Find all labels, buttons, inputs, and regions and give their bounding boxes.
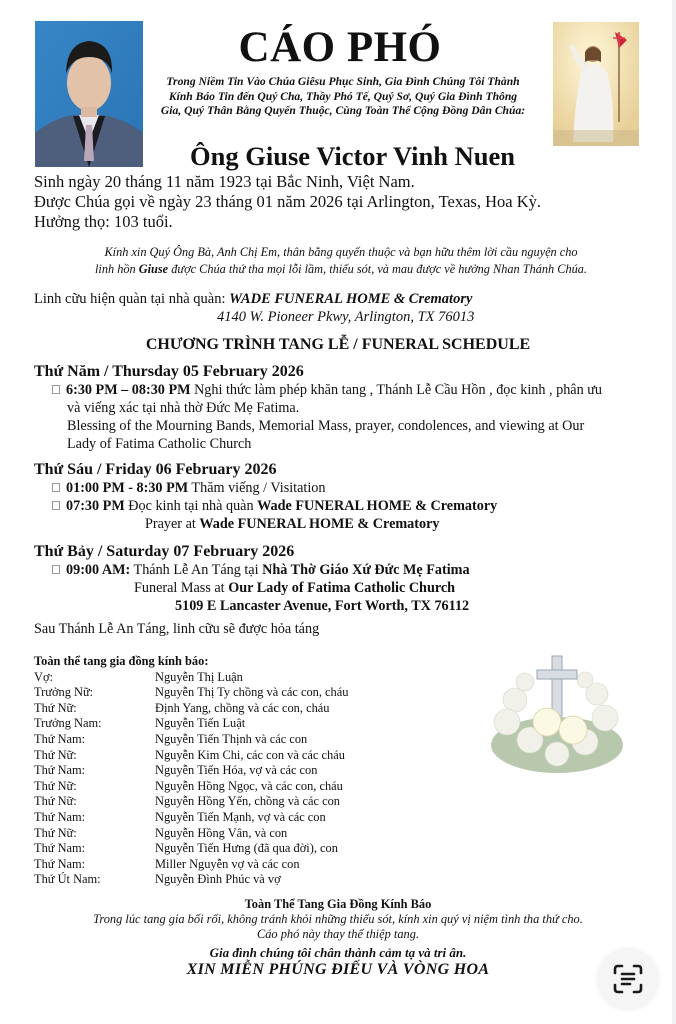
family-member-name: Nguyễn Tiến Luật — [155, 716, 246, 731]
page-title: CÁO PHÓ — [238, 24, 442, 71]
family-role: Thứ Nữ: — [34, 700, 77, 715]
thursday-vn-2: và viếng xác tại nhà thờ Đức Mẹ Fatima. — [67, 400, 300, 416]
family-member-name: Nguyễn Tiến Hưng (đã qua đời), con — [155, 841, 338, 856]
thursday-time: 6:30 PM – 08:30 PM — [66, 382, 191, 398]
family-member-name: Nguyễn Tiến Mạnh, vợ và các con — [155, 809, 326, 824]
bullet-box-icon — [52, 385, 60, 394]
family-role: Thứ Nữ: — [34, 778, 77, 793]
intro-text: Trong Niềm Tin Vào Chúa Giêsu Phục Sinh, Gia Đình Chúng Tôi Thành Kính Báo Tin đến Quý Cha, Thầy Phó Tế, Quý Sơ, Quý Gia Đình Thông Gia, Quý Thân Bằng Quyến Thuộc, Cùng Toàn Thể Cộng Đồng Dân Chúa: — [160, 75, 526, 117]
thursday-heading: Thứ Năm / Thursday 05 February 2026 — [34, 363, 304, 380]
saturday-place: Nhà Thờ Giáo Xứ Đức Mẹ Fatima — [262, 562, 470, 578]
schedule-title: CHƯƠNG TRÌNH TANG LỄ / FUNERAL SCHEDULE — [145, 336, 531, 353]
family-role: Vợ: — [34, 669, 53, 684]
risen-christ-image — [553, 22, 639, 146]
portrait-photo — [35, 21, 143, 167]
family-member-name: Nguyễn Hồng Ngọc, và các con, cháu — [155, 778, 343, 793]
text-scan-icon — [611, 962, 645, 996]
family-member-row — [34, 872, 348, 888]
text-scan-button[interactable] — [597, 948, 659, 1010]
family-list — [34, 654, 348, 888]
saturday-time: 09:00 AM: — [66, 562, 131, 578]
family-heading: Toàn thể tang gia đồng kính báo: — [34, 654, 209, 668]
family-role: Thứ Nữ: — [34, 747, 77, 762]
family-role: Trưởng Nam: — [34, 716, 102, 731]
closing-line-5: XIN MIỄN PHÚNG ĐIẾU VÀ VÒNG HOA — [186, 961, 490, 978]
closing-line-4: Gia đình chúng tôi chân thành cảm tạ và tri ân. — [209, 945, 467, 960]
bullet-box-icon — [52, 501, 60, 510]
friday-e2-en-pre: Prayer at — [145, 516, 200, 532]
birth-line: Sinh ngày 20 tháng 11 năm 1923 tại Bắc Ninh, Việt Nam. — [34, 172, 415, 191]
family-member-row — [34, 857, 348, 873]
family-member-row — [34, 794, 348, 810]
closing-line-3: Cáo phó này thay thế thiệp tang. — [256, 927, 420, 941]
family-role: Trưởng Nữ: — [34, 685, 94, 700]
thursday-vn-1: Nghi thức làm phép khăn tang , Thánh Lễ Cầu Hồn , đọc kinh , phân ưu — [190, 382, 603, 398]
family-role: Thứ Nam: — [34, 809, 86, 824]
prayer-line-2 — [26, 261, 656, 278]
friday-events — [52, 479, 497, 533]
prayer-name: Giuse — [138, 262, 169, 276]
saturday-event — [52, 561, 470, 615]
family-member-row — [34, 826, 348, 842]
white-flowers-cross — [485, 650, 630, 775]
bullet-box-icon — [52, 483, 60, 492]
thursday-event — [52, 381, 642, 453]
friday-e1-time: 01:00 PM - 8:30 PM — [66, 480, 189, 496]
age-line: Hưởng thọ: 103 tuổi. — [34, 212, 173, 231]
family-role: Thứ Nam: — [34, 731, 86, 746]
closing-line-2: Trong lúc tang gia bối rối, không tránh khỏi những thiếu sót, kính xin quý vị niệm tình tha thứ cho. — [93, 912, 583, 926]
closing-section — [0, 897, 676, 979]
friday-event-2 — [52, 497, 497, 515]
friday-e2-en-place: Wade FUNERAL HOME & Crematory — [199, 516, 440, 532]
saturday-heading: Thứ Bảy / Saturday 07 February 2026 — [34, 543, 295, 560]
saturday-event-line — [52, 561, 470, 579]
family-role: Thứ Út Nam: — [34, 872, 101, 887]
friday-event-1 — [52, 479, 497, 497]
family-member-name: Nguyễn Kim Chi, các con và các cháu — [155, 747, 345, 762]
repose-label: Linh cữu hiện quàn tại nhà quàn: — [34, 291, 230, 307]
family-role: Thứ Nam: — [34, 763, 86, 778]
family-role: Thứ Nữ: — [34, 825, 77, 840]
family-member-name: Nguyễn Đình Phúc và vợ — [155, 872, 281, 887]
family-member-name: Nguyễn Thị Luận — [155, 669, 243, 684]
friday-heading: Thứ Sáu / Friday 06 February 2026 — [34, 461, 277, 478]
family-member-name: Nguyễn Thị Ty chồng và các con, cháu — [155, 685, 349, 700]
friday-e2-time: 07:30 PM — [66, 498, 125, 514]
family-member-row — [34, 701, 348, 717]
family-member-name: Nguyễn Tiến Hóa, vợ và các con — [155, 763, 318, 778]
thursday-en-2: Lady of Fatima Catholic Church — [67, 436, 252, 452]
friday-e1-text: Thăm viếng / Visitation — [188, 480, 326, 496]
family-member-name: Nguyễn Hồng Yến, chồng và các con — [155, 794, 340, 809]
prayer-line-1: Kính xin Quý Ông Bà, Anh Chị Em, thân bằng quyến thuộc và bạn hữu thêm lời cầu nguyện cho — [104, 245, 578, 259]
family-member-row — [34, 810, 348, 826]
family-role: Thứ Nữ: — [34, 794, 77, 809]
deceased-name: Ông Giuse Victor Vinh Nuen — [190, 141, 515, 171]
family-member-row — [34, 716, 348, 732]
saturday-en-place: Our Lady of Fatima Catholic Church — [228, 580, 456, 596]
family-member-name: Định Yang, chồng và các con, cháu — [155, 700, 330, 715]
bullet-box-icon — [52, 565, 60, 574]
thursday-en-1: Blessing of the Mourning Bands, Memorial Mass, prayer, condolences, and viewing at Our — [67, 418, 585, 434]
family-member-row — [34, 763, 348, 779]
friday-e2-text: Đọc kinh tại nhà quàn — [124, 498, 258, 514]
family-member-row — [34, 685, 348, 701]
family-member-name: Nguyễn Tiến Thịnh và các con — [155, 731, 308, 746]
prayer-request — [26, 244, 656, 278]
family-member-name: Miller Nguyễn vợ và các con — [155, 856, 300, 871]
death-line: Được Chúa gọi về ngày 23 tháng 01 năm 2026 tại Arlington, Texas, Hoa Kỳ. — [34, 192, 542, 211]
family-member-row — [34, 841, 348, 857]
saturday-address — [52, 597, 470, 615]
friday-e2-place: Wade FUNERAL HOME & Crematory — [257, 498, 498, 514]
scrollbar-track[interactable] — [672, 0, 676, 1024]
prayer-line-2-pre: linh hồn — [95, 262, 139, 276]
cremation-note: Sau Thánh Lễ An Táng, linh cữu sẽ được hỏa táng — [34, 621, 320, 637]
prayer-line-2-post: được Chúa thứ tha mọi lỗi lầm, thiếu sót, và mau được về hưởng Nhan Thánh Chúa. — [168, 262, 587, 276]
saturday-address-text: 5109 E Lancaster Avenue, Fort Worth, TX 76112 — [175, 598, 470, 614]
bio-section — [34, 172, 541, 232]
family-member-row — [34, 779, 348, 795]
repose-location — [34, 290, 474, 326]
saturday-en-line — [52, 579, 470, 597]
family-member-row — [34, 732, 348, 748]
family-role: Thứ Nam: — [34, 841, 86, 856]
saturday-text: Thánh Lễ An Táng tại — [130, 562, 263, 578]
family-role: Thứ Nam: — [34, 856, 86, 871]
funeral-home-name: WADE FUNERAL HOME & Crematory — [229, 291, 473, 307]
friday-event-2-en — [52, 515, 497, 533]
closing-line-1: Toàn Thể Tang Gia Đồng Kính Báo — [244, 897, 432, 911]
family-member-row — [34, 748, 348, 764]
family-member-name: Nguyễn Hồng Vân, và con — [155, 825, 288, 840]
saturday-en-pre: Funeral Mass at — [134, 580, 229, 596]
family-member-row — [34, 670, 348, 686]
funeral-home-address: 4140 W. Pioneer Pkwy, Arlington, TX 76013 — [217, 309, 475, 325]
